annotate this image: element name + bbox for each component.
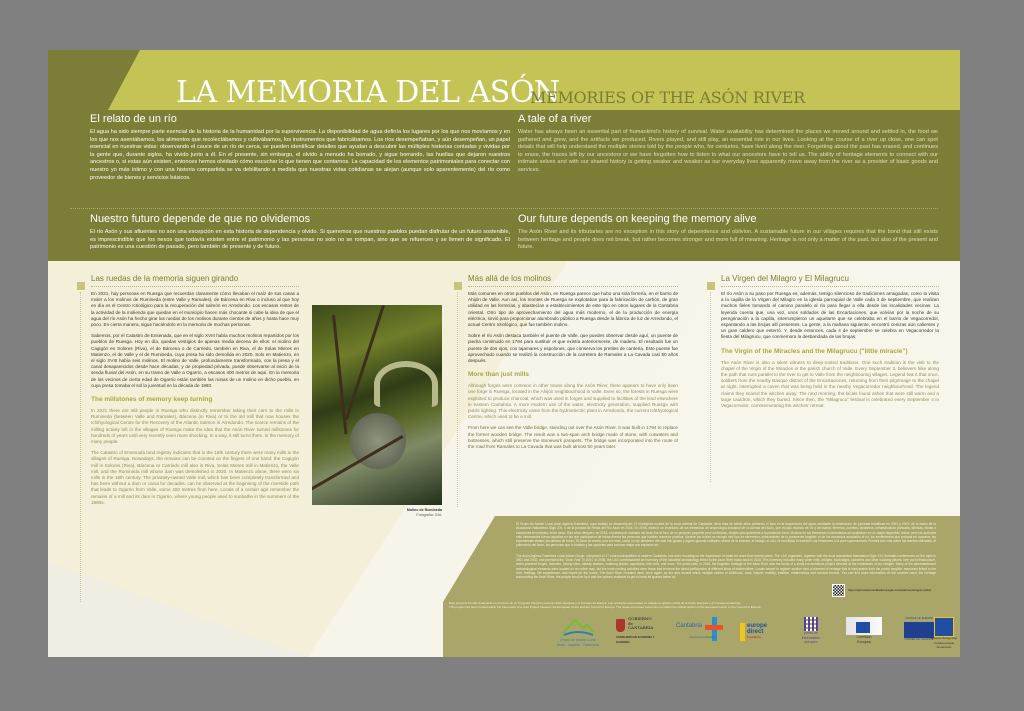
section-heading-en: The millstones of memory keep turning [91,396,213,404]
photo-caption-credit: Fotografía: GAL [416,513,442,517]
section-heading: Las ruedas de la memoria siguen girando [91,273,299,287]
eu-flag-icon [856,622,870,633]
mountain-logo-icon [561,617,595,637]
logo-label: punto de [804,631,818,635]
intro-divider [70,208,938,209]
logo-label: CONSEIL DE L'EUROPE [904,637,934,641]
logo-label: direct [747,629,764,635]
section-marker [707,282,715,290]
section-ruedas [91,273,299,511]
section-paragraph: Más comunes en otros pueblos del Asón, en Ruesga parece que hubo una sola ferrería, en el barrio de Ahijón de Valle. Aun así, los montes de Ruesga se explotaban para la fabricación de carbón, de gran utilidad en las ferrerías, y abastecían a establecimientos de este tipo en otros lugares de la Cantabria oriental. Otro tipo de aprovechamiento del agua más moderno, el de la producción de energía eléctrica, sirvió para proporcionar alumbrado público a Ruesga desde la fábrica de luz de Arredondo, el actual Centro Ictiológico, que fue también molino. [468,291,678,328]
logo-label: europeo [804,640,818,644]
logo-label: Jornadas europeas [933,641,955,645]
notes-es: El Grupo de Acción Local Asón-Agüera-Trasmiera, cuyo trabajo se desarrolla en 17 municipios rurales de la zona oriental de Cantabria, lleva más de veinte años poniendo el foco en la importancia del agua, mediante la celebración de jornadas temáticas en 2001 y 2002, de la mano de la Asociación Naturaleza Siglo XXI, o de la jornada de Fiesta del Río Asón en 2004. En 2008, elaboró un inventario de los elementos de arqueología industrial de la cuenca del Asón, que incluyó molinos de río y de marea, ferrerías, puentes, lavaderos, infraestructura portuaria, fábricas, minas o estaciones ferroviarias, entre otros. Diez años después, en 2018, el patrimonio olvidado del Asón fue el foco de un proyecto pequeño pero ambicioso, dirigido principalmente a la población local. Muchos de los elementos inventariados se localizaron en un mapa disponible online, pero las acciones más interesantes fueron aquellas en las que participaron de forma directa las personas que habitan nuestros pueblos, durante las cuales se recogió otro tipo de elementos, indisociables de lo puramente tangible: el de los recuerdos asociados al río, los sentimientos que provoca en nosotros, las experiencias vitales, los deseos de futuro. El Asón se revela, una vez más, como un eje alrededor del cual han girado y siguen girando múltiples relatos de la infancia, el trabajo, el ocio, la movilidad, la tradición, las relaciones o la pura supervivencia. Puedes leer más sobre las fuentes utilizadas, el patrimonio del Asón, las personas que lo habitan y las opciones para conocer mejor sus espacios en: [516,522,936,548]
info-i-icon [740,623,745,641]
section-rule [80,292,81,602]
coat-of-arms-icon [616,619,625,632]
notes-text [516,522,936,583]
logo-label: Europea [857,639,871,644]
logo-heritage-days [928,617,960,653]
logo-label: Centro Coordinador [690,635,715,639]
section-heading-en: More than just mills [468,371,530,379]
heritage-days-icon [934,617,954,637]
logos-row [448,613,960,657]
intro-body: Water has always been an essential part of humankind's history of survival. Water availability has determined the places we moved around and settled in, the food we gathered and grew, and the artifacts we produced. Rivers played, and still play, an essential role in our lives. Looking at the course of a river up close, one can spot details that will help understand the multiple stories told by the people who, for centuries, have lived along the river. Forgetting about the past has erased, and continues to erase, the traces left by our ancestors or we have forgotten how to listen to what our ancestors have to tell us. The ability of heritage elements to connect with our intimate selves and with our shared history is getting weaker and weaker as our everyday lives apparently move away from the river as a provider of basic goods and services. [518,129,938,173]
funding-notice [443,601,949,609]
section-paragraph-en: Although forges were common in other towns along the Asón River, there appears to have only been one forge in Ruesga, located in the Ahijón neighbourhood in Valle. Even so, the forests in Ruesga were exploited to produce charcoal, which was used in forges and supplied to facilities of the kind elsewhere in eastern Cantabria. A more modern use of the water, electricity generation, supplied Ruesga with public lighting. This electricity came from the hydroelectric plant in Arredondo, the current Ichthyological Centre, which used to be a mill. [468,383,678,420]
section-heading: La Virgen del Milagro y El Milagrucu [721,273,939,287]
page-subtitle: MEMORIES OF THE ASÓN RIVER [530,88,805,107]
photo-branch [332,315,348,435]
logo-europe-direct [740,617,780,653]
funding-es: Este proyecto ha sido financiado en el marco de un Proyecto Conjunto entre la Unión Europea y el Consejo de Europa. Las opiniones expresadas no reflejan la opinión oficial de la Unión Europea o el Consejo de Europa. [449,601,742,605]
logo-label: europe [747,623,768,629]
funding-en: This project has been funded within the framework of a Joint Project between the European Union and the Council of Europe. The views expressed herein do not reflect the official opinion of the European Union or the Council of Europe. [449,605,762,609]
section-paragraph-en: The Catastro of Ensenada land registry indicates that in the 18th century there were many mills in the villages of Ruesga. Nowadays, the remains can be counted on the fingers of one hand: the Cagigón mill in Solores (Riva), Bárcena or Carriedo mill also in Riva, Solas Mieres mill in Matienzo, the Valle mill, and the Rumineda mill whose dam was demolished in 2020. In Matienzo alone, there were six mills in the 18th century. The privately-owned Valle mill, which has been completely transformed and has been without a dam or canal for decades, can be observed at the beginning of the riverside path that leads to Ogarrio from Valle, some 400 metres from here. Locals of a certain age remember the remains of a mill and its dam in Ogarrio, where young people used to sunbathe in the summers of the 1960s. [91,450,299,505]
intro-heading: Nuestro futuro depende de que no olvidemos [90,213,311,225]
intro-body: El agua ha sido siempre parte esencial de la historia de la humanidad por la supervivencia. La disponibilidad de agua definía los lugares por los que nos movíamos y en los que nos asentábamos, los alimentos que recolectábamos y cultivábamos, los instrumentos que fabricábamos. Los ríos desempeñaban, y aún desempeñan, un papel esencial en nuestras vidas: observando el cauce de un río de cerca, se pueden identificar detalles que ayudan a descubrir las múltiples historias contadas y vividas por la gente que, durante siglos, ha vivido junto a él. En el presente, sin embargo, el olvido a menudo ha borrado, y sigue borrando, las huellas que dejaron nuestros ancestros o, si estas aún existen, entonces hemos olvidado cómo escuchar lo que tienen que contarnos. La capacidad de los elementos patrimoniales para conectar con nuestro yo más íntimo y con una historia compartida se va debilitando a medida que nuestras vidas cotidianas se alejan (aunque solo aparentemente) del río como proveedor de bienes y servicios básicos. [90,129,510,181]
logo-label: CANTABRIA [628,625,654,630]
logo-label: de [628,620,633,626]
intro-heading: A tale of a river [518,113,592,125]
poster [48,50,960,657]
section-paragraph: El río Asón a su paso por Ruesga es, además, testigo silencioso de tradiciones arraigadas, como la visita a la capilla de la Virgen del Milagro en la iglesia parroquial de Valle cada 3 de septiembre, que realizan muchos fieles tomando el camino paralelo al río para llegar a ella desde las localidades vecinas. La leyenda cuenta que, una vez, unos soldados de las Encartaciones, que volvían por la noche de su peregrinación a la capilla, interrumpieron un aquelarre que se celebraba en el barrio de Vegacorredor, espantando a las brujas allí presentes. La gente, a la mañana siguiente, encontró cenizas aún calientes y un gran caldero que enterró. Y, desde entonces, cada 4 de septiembre se celebra en Vegacorredor la fiesta del Milagrucu, que conmemora la desbandada de las brujas. [721,291,939,340]
logo-label: Comisión [856,635,872,639]
section-marker [77,282,85,290]
qr-code[interactable] [833,585,844,596]
logo-label: COUNCIL OF EUROPE [905,617,933,620]
section-rule [457,292,458,507]
logo-label: GOBIERNO [628,616,652,621]
section-paragraph-en: In 2021 there are still people in Ruesga who distinctly remember taking their corn to the mills in Rumineda (between Valle and Ramales), Bárcena (in Riva) or to the old mill that now houses the Ichthyological Centre for the Recovery of the Atlantic Salmon in Arredondo. The scarce remains of the milling activity left in the villages of Ruesga make the idea that the Asón River turned millstones for hundreds of years until very recently even more shocking. In a way, it still turns them, in the memory of many people. [91,408,299,445]
page-title: LA MEMORIA DEL ASÓN [176,75,560,110]
section-marker [454,282,462,290]
photo-caption-title: Molino de Rumineda [406,508,442,512]
logo-label: Cantabria [747,635,761,639]
dot-grid-icon [804,617,818,631]
logo-cantabria [676,617,726,653]
qr-url[interactable]: https://parrocasonolvidadoruesgas.com/patrimoniologia-virelaz [848,588,932,592]
section-molinos [468,273,678,455]
intro-en-future [518,212,938,252]
ec-building-icon [846,617,882,635]
section-rule [710,292,711,482]
logo-label: European Heritage Days [930,637,958,640]
section-heading-en: The Virgin of the Miracles and the Milagrucu ("little miracle") [721,347,908,355]
logo-punto-info [796,617,826,653]
intro-en-tale [518,112,938,175]
logo-label: información [801,635,821,640]
photo-stone-arch [374,361,438,407]
logo-gal [556,617,600,653]
plus-icon-bar [705,625,723,630]
logo-label: Asón · Agüera · Trasmiera [557,642,599,647]
section-paragraph: Sobre el río Asón destaca también el puente de Valle, que puedes observar desde aquí, un puente de piedra construido en 1794 para sustituir el que existía anteriormente, de madera. El resultado fue un puente de dos ojos, con tajamares y espolones, que conserva los pretiles de cantería. Este puente fue aprovechado cuando se realizó la construcción de la carretera de Ramales a La Cavada casi 50 años después. [468,333,678,364]
section-virgen [721,273,939,414]
logo-comision-europea [842,617,886,653]
section-paragraph-en: The Asón River is also a silent witness to deep-rooted traditions. One such tradition is the visit to the chapel of the Virgin of the Miracles in the parish church of Valle. Every September 3, believers hike along the path that runs parallel to the river to get to Valle from the neighbouring villages. Legend has it that once, soldiers from the nearby Basque district of the Encartaciones, returning from their pilgrimage to the chapel at night, interrupted a coven that was being held in the nearby Vegacorredor neighbourhood. The legend claims they scared the witches away. The next morning, the locals found ashes that were still warm and a large cauldron, which they buried. Since then, the "Milagrucu" festival is celebrated every September 4 in Vegacorredor, commemorating the witches' retreat. [721,359,939,409]
logo-label: Grupo de Acción Local [559,638,597,642]
intro-es-relato [90,112,510,182]
notes-en: The Asón-Agüera-Trasmiera Local Action Group, composed of 17 rural municipalities of eastern Cantabria, has been focusing on the importance of water for more than twenty years. The LAG organised, together with the local association Naturaleza Siglo XXI, thematic conferences on the topic in 2001 and 2002, and promoted the "Asón Fest" in 2004. In 2008, the LAG commissioned an inventory of the industrial archaeology linked to the Asón River basin back in 2008. This inventory included many water mills, bridges, footbridges, laundries and other washing places, river port infrastructure, water-powered forges, factories, mining sites, railway stations, watering places, aqueducts, tide mills, and more. Ten years later, in 2018, the forgotten heritage of the Asón River was the focus of a small but ambitious project directed at the inhabitants of our villages. Many of the aforementioned archaeological elements were located on an online map, but the most exciting activities were those that involved the direct participation of different kinds of stakeholders. Locals helped to register another kind of element of heritage that is inseparable from the purely tangible: memories linked to the river, feelings, life experiences, and hopes for the future. The Asón River revealed itself, once again, as the axis around which multiple stories of childhood, work, leisure, mobility, tradition, relationships and survival revolve. You can find more information on the sources used, the heritage surrounding the Asón River, the people who live by it and the options available to get to know its spaces better at: [516,553,937,580]
section-heading: Más allá de los molinos [468,273,678,287]
section-paragraph: Sabemos, por el Catastro de Ensenada, que en el siglo XVIII había muchos molinos repartidos por los pueblos de Ruesga. Hoy en día, quedan vestigios de apenas media decena de ellos: el molino del Cagigón en Solores (Riva), el de Bárcena o de Carriedo, también en Riva, el de Solas Mieres en Matienzo, el de Valle y el de Rumineda, cuya presa ha sido demolida en 2020. Solo en Matienzo, en el siglo XVIII había seis molinos. El molino de Valle, profundamente transformado, con la presa y el canal desaparecidos desde hace décadas, y de propiedad privada, puede observarse al inicio de la senda fluvial del Asón, en su tramo de Valle a Ogarrio, a escasos 400 metros de aquí. En la memoria de los vecinos de cierta edad de Ogarrio están también las ruinas de un molino en dicho pueblo, en cuya presa tomaba el sol la juventud en la década de 1960. [91,333,299,388]
intro-heading: Our future depends on keeping the memory alive [518,213,757,225]
logo-label: CONSEJERÍA DE ECONOMÍA Y HACIENDA [616,636,655,644]
logo-label: Cantabria [676,623,703,629]
mill-photo [312,305,442,505]
logo-label: del patrimonio [936,646,952,649]
intro-body: The Asón River and its tributaries are no exception in this story of dependence and oblivion. A sustainable future in our villages requires that the bond that still exists between heritage and people does not break, but rather becomes stronger and more full of meaning. Heritage is not only a matter of the past, but also of the present and future. [518,229,938,251]
logo-gobierno-cantabria [616,617,666,653]
intro-es-futuro [90,212,510,252]
intro-body: El río Asón y sus afluentes no son una excepción en esta historia de dependencia y olvido. Si queremos que nuestros pueblos puedan disfrutar de un futuro sostenible, es imprescindible que los nexos que todavía existen entre el patrimonio y las personas no solo no se rompan, sino que se refuercen y se llenen de significado. El patrimonio es una cuestión de pasado, pero también de presente y de futuro. [90,229,510,251]
section-paragraph-en: From here we can see the Valle bridge, standing out over the Asón River. It was built in 1794 to replace the former wooden bridge. The result was a two-span arch bridge made of stone, with cutwaters and buttresses, which still preserve the stonework parapets. The bridge was incorporated into the route of the road from Ramales to La Cavada that was built almost 50 years later. [468,425,678,450]
section-paragraph: En 2021, hay personas en Ruesga que recuerdan claramente cómo llevaban el maíz de sus casas a moler a los molinos de Rumineda (entre Valle y Ramales), de Bárcena en Riva o incluso al que hoy en día es el Centro Ictiológico para la recuperación del salmón en Arredondo. Los escasos restos de la actividad de la molienda que quedan en el municipio hacen más chocante si cabe la idea de que el agua del río Asón ha hecho girar las ruedas de los molinos durante cientos de años y hasta hace muy poco. En cierta manera, sigue haciéndolo en la memoria de muchas personas. [91,291,299,328]
photo-caption [378,508,442,518]
intro-heading: El relato de un río [90,113,177,125]
